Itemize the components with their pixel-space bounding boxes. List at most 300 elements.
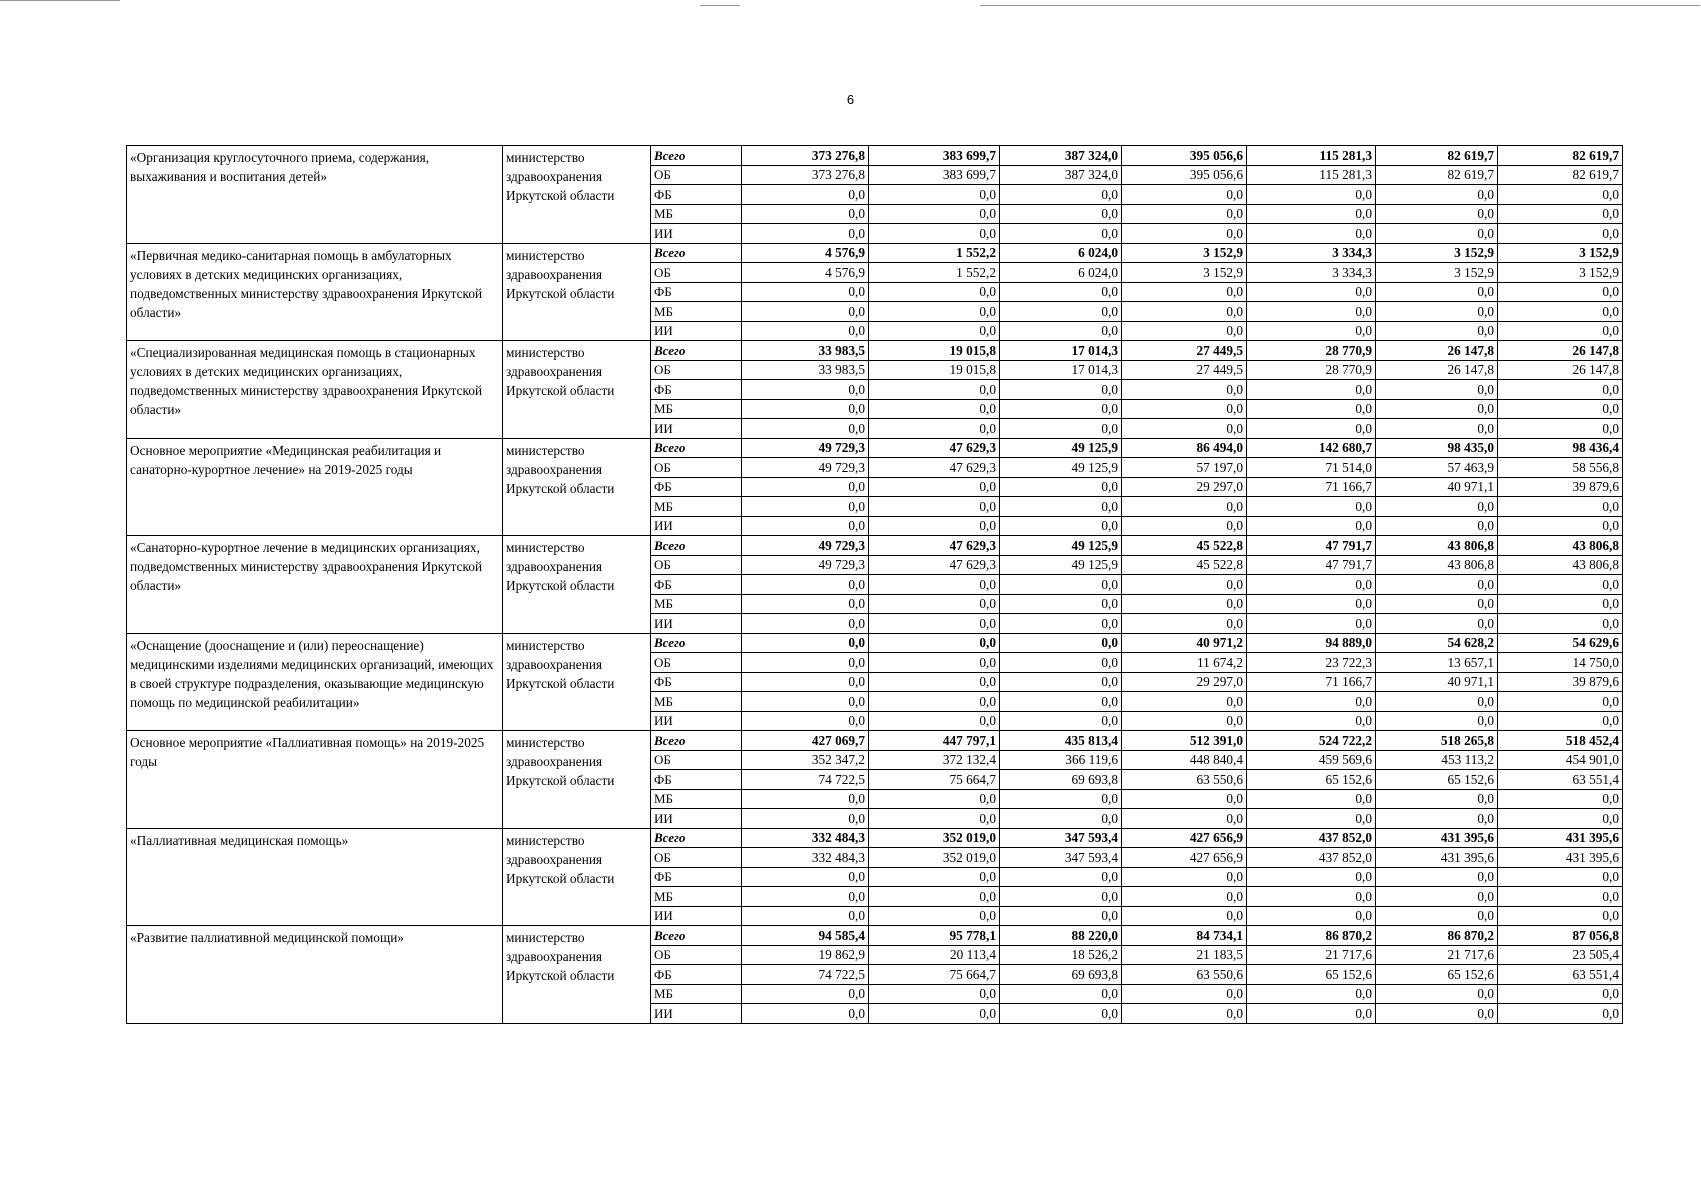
amount-cell: 63 551,4 <box>1498 770 1623 790</box>
amount-cell: 0,0 <box>1498 809 1623 829</box>
amount-cell: 0,0 <box>869 399 1000 419</box>
amount-cell: 47 629,3 <box>869 458 1000 478</box>
amount-cell: 0,0 <box>1247 1004 1376 1024</box>
amount-cell: 0,0 <box>869 711 1000 731</box>
amount-cell: 0,0 <box>1122 321 1247 341</box>
responsible-executor-cell: министерство здравоохранения Иркутской области <box>503 828 651 926</box>
amount-cell: 49 125,9 <box>1000 438 1122 458</box>
amount-cell: 65 152,6 <box>1247 965 1376 985</box>
amount-cell: 0,0 <box>742 204 869 224</box>
amount-cell: 518 265,8 <box>1376 731 1498 751</box>
funding-source-cell: ОБ <box>651 360 742 380</box>
amount-cell: 0,0 <box>1122 399 1247 419</box>
amount-cell: 0,0 <box>1000 204 1122 224</box>
amount-cell: 94 889,0 <box>1247 633 1376 653</box>
amount-cell: 40 971,1 <box>1376 672 1498 692</box>
funding-source-cell: Всего <box>651 926 742 946</box>
amount-cell: 0,0 <box>1000 672 1122 692</box>
funding-source-cell: Всего <box>651 341 742 361</box>
funding-source-cell: ФБ <box>651 965 742 985</box>
funding-source-cell: ИИ <box>651 321 742 341</box>
amount-cell: 437 852,0 <box>1247 848 1376 868</box>
amount-cell: 0,0 <box>1122 204 1247 224</box>
amount-cell: 0,0 <box>742 1004 869 1024</box>
amount-cell: 3 334,3 <box>1247 263 1376 283</box>
funding-source-cell: ОБ <box>651 165 742 185</box>
amount-cell: 0,0 <box>1000 692 1122 712</box>
amount-cell: 49 125,9 <box>1000 458 1122 478</box>
amount-cell: 0,0 <box>742 399 869 419</box>
amount-cell: 448 840,4 <box>1122 750 1247 770</box>
funding-source-cell: ФБ <box>651 575 742 595</box>
table-row <box>127 243 1623 263</box>
funding-source-cell: ИИ <box>651 516 742 536</box>
amount-cell: 0,0 <box>869 653 1000 673</box>
funding-source-cell: МБ <box>651 692 742 712</box>
funding-source-cell: МБ <box>651 204 742 224</box>
amount-cell: 0,0 <box>869 614 1000 634</box>
amount-cell: 332 484,3 <box>742 828 869 848</box>
amount-cell: 11 674,2 <box>1122 653 1247 673</box>
amount-cell: 0,0 <box>869 497 1000 517</box>
amount-cell: 0,0 <box>742 419 869 439</box>
table-body <box>127 146 1623 1024</box>
table-row <box>127 828 1623 848</box>
amount-cell: 0,0 <box>1376 789 1498 809</box>
amount-cell: 0,0 <box>1247 399 1376 419</box>
amount-cell: 431 395,6 <box>1498 828 1623 848</box>
scan-edge-line <box>0 0 120 1</box>
amount-cell: 0,0 <box>742 906 869 926</box>
amount-cell: 26 147,8 <box>1376 360 1498 380</box>
amount-cell: 0,0 <box>1376 594 1498 614</box>
amount-cell: 0,0 <box>1498 419 1623 439</box>
amount-cell: 0,0 <box>1376 711 1498 731</box>
amount-cell: 0,0 <box>1247 516 1376 536</box>
amount-cell: 82 619,7 <box>1376 146 1498 166</box>
amount-cell: 19 015,8 <box>869 341 1000 361</box>
amount-cell: 3 152,9 <box>1376 263 1498 283</box>
amount-cell: 0,0 <box>869 224 1000 244</box>
amount-cell: 0,0 <box>742 185 869 205</box>
amount-cell: 14 750,0 <box>1498 653 1623 673</box>
amount-cell: 0,0 <box>1376 497 1498 517</box>
amount-cell: 0,0 <box>1122 809 1247 829</box>
funding-source-cell: МБ <box>651 887 742 907</box>
amount-cell: 387 324,0 <box>1000 165 1122 185</box>
amount-cell: 0,0 <box>1000 419 1122 439</box>
amount-cell: 0,0 <box>742 477 869 497</box>
amount-cell: 3 152,9 <box>1498 243 1623 263</box>
amount-cell: 0,0 <box>1498 204 1623 224</box>
amount-cell: 0,0 <box>1000 224 1122 244</box>
funding-source-cell: ФБ <box>651 380 742 400</box>
amount-cell: 88 220,0 <box>1000 926 1122 946</box>
amount-cell: 0,0 <box>1000 867 1122 887</box>
amount-cell: 0,0 <box>1498 887 1623 907</box>
amount-cell: 0,0 <box>1498 497 1623 517</box>
amount-cell: 0,0 <box>1000 516 1122 536</box>
amount-cell: 0,0 <box>742 302 869 322</box>
event-name-cell: «Организация круглосуточного приема, содержания, выхаживания и воспитания детей» <box>127 146 503 244</box>
amount-cell: 0,0 <box>1498 185 1623 205</box>
funding-source-cell: Всего <box>651 146 742 166</box>
amount-cell: 0,0 <box>742 282 869 302</box>
amount-cell: 0,0 <box>742 224 869 244</box>
funding-source-cell: ФБ <box>651 282 742 302</box>
amount-cell: 0,0 <box>1122 380 1247 400</box>
amount-cell: 427 656,9 <box>1122 848 1247 868</box>
amount-cell: 0,0 <box>1498 1004 1623 1024</box>
responsible-executor-cell: министерство здравоохранения Иркутской области <box>503 243 651 341</box>
funding-source-cell: МБ <box>651 302 742 322</box>
funding-source-cell: ИИ <box>651 224 742 244</box>
amount-cell: 0,0 <box>1000 614 1122 634</box>
amount-cell: 0,0 <box>1247 906 1376 926</box>
amount-cell: 65 152,6 <box>1376 965 1498 985</box>
amount-cell: 43 806,8 <box>1376 555 1498 575</box>
scan-edge-line <box>980 5 1700 6</box>
amount-cell: 347 593,4 <box>1000 848 1122 868</box>
event-name-cell: «Оснащение (дооснащение и (или) переоснащение) медицинскими изделиями медицинских организаций, имеющих в своей структуре подразделения, оказывающие медицинскую помощь по медицинской реабилитации» <box>127 633 503 731</box>
amount-cell: 387 324,0 <box>1000 146 1122 166</box>
amount-cell: 71 166,7 <box>1247 477 1376 497</box>
amount-cell: 0,0 <box>1247 711 1376 731</box>
funding-source-cell: ИИ <box>651 614 742 634</box>
amount-cell: 0,0 <box>742 633 869 653</box>
funding-source-cell: ОБ <box>651 555 742 575</box>
amount-cell: 74 722,5 <box>742 770 869 790</box>
amount-cell: 0,0 <box>1247 984 1376 1004</box>
amount-cell: 0,0 <box>1376 906 1498 926</box>
amount-cell: 0,0 <box>1247 575 1376 595</box>
amount-cell: 0,0 <box>1498 692 1623 712</box>
amount-cell: 0,0 <box>1376 380 1498 400</box>
amount-cell: 1 552,2 <box>869 243 1000 263</box>
amount-cell: 47 629,3 <box>869 438 1000 458</box>
amount-cell: 352 019,0 <box>869 848 1000 868</box>
funding-source-cell: ФБ <box>651 672 742 692</box>
amount-cell: 0,0 <box>869 984 1000 1004</box>
amount-cell: 49 729,3 <box>742 458 869 478</box>
amount-cell: 21 717,6 <box>1247 945 1376 965</box>
amount-cell: 0,0 <box>869 633 1000 653</box>
funding-source-cell: ОБ <box>651 848 742 868</box>
amount-cell: 518 452,4 <box>1498 731 1623 751</box>
amount-cell: 0,0 <box>1122 185 1247 205</box>
amount-cell: 0,0 <box>1122 789 1247 809</box>
table-row <box>127 926 1623 946</box>
amount-cell: 0,0 <box>869 672 1000 692</box>
amount-cell: 54 628,2 <box>1376 633 1498 653</box>
amount-cell: 82 619,7 <box>1498 165 1623 185</box>
amount-cell: 65 152,6 <box>1247 770 1376 790</box>
amount-cell: 86 870,2 <box>1247 926 1376 946</box>
funding-source-cell: МБ <box>651 594 742 614</box>
amount-cell: 95 778,1 <box>869 926 1000 946</box>
amount-cell: 57 463,9 <box>1376 458 1498 478</box>
amount-cell: 0,0 <box>1000 711 1122 731</box>
amount-cell: 0,0 <box>1376 809 1498 829</box>
amount-cell: 0,0 <box>1000 887 1122 907</box>
amount-cell: 395 056,6 <box>1122 165 1247 185</box>
amount-cell: 0,0 <box>1376 516 1498 536</box>
amount-cell: 23 505,4 <box>1498 945 1623 965</box>
amount-cell: 0,0 <box>1247 594 1376 614</box>
amount-cell: 86 870,2 <box>1376 926 1498 946</box>
amount-cell: 0,0 <box>742 575 869 595</box>
amount-cell: 0,0 <box>869 1004 1000 1024</box>
amount-cell: 0,0 <box>1000 380 1122 400</box>
amount-cell: 0,0 <box>742 867 869 887</box>
amount-cell: 0,0 <box>742 497 869 517</box>
amount-cell: 0,0 <box>1498 575 1623 595</box>
amount-cell: 3 152,9 <box>1122 263 1247 283</box>
amount-cell: 33 983,5 <box>742 360 869 380</box>
amount-cell: 347 593,4 <box>1000 828 1122 848</box>
amount-cell: 0,0 <box>869 302 1000 322</box>
event-name-cell: «Специализированная медицинская помощь в стационарных условиях в детских медицинских организациях, подведомственных министерству здравоохранения Иркутской области» <box>127 341 503 439</box>
amount-cell: 0,0 <box>1247 380 1376 400</box>
amount-cell: 332 484,3 <box>742 848 869 868</box>
amount-cell: 352 347,2 <box>742 750 869 770</box>
amount-cell: 0,0 <box>1376 887 1498 907</box>
amount-cell: 0,0 <box>1247 224 1376 244</box>
event-name-cell: «Санаторно-курортное лечение в медицинских организациях, подведомственных министерству здравоохранения Иркутской области» <box>127 536 503 634</box>
amount-cell: 75 664,7 <box>869 965 1000 985</box>
amount-cell: 0,0 <box>1247 789 1376 809</box>
amount-cell: 0,0 <box>1122 887 1247 907</box>
amount-cell: 0,0 <box>1498 789 1623 809</box>
amount-cell: 0,0 <box>1247 809 1376 829</box>
amount-cell: 0,0 <box>1498 282 1623 302</box>
amount-cell: 0,0 <box>1376 1004 1498 1024</box>
amount-cell: 40 971,1 <box>1376 477 1498 497</box>
amount-cell: 0,0 <box>742 321 869 341</box>
amount-cell: 0,0 <box>869 321 1000 341</box>
amount-cell: 49 125,9 <box>1000 555 1122 575</box>
amount-cell: 63 550,6 <box>1122 770 1247 790</box>
amount-cell: 47 629,3 <box>869 555 1000 575</box>
amount-cell: 0,0 <box>869 809 1000 829</box>
amount-cell: 3 152,9 <box>1498 263 1623 283</box>
amount-cell: 0,0 <box>1247 185 1376 205</box>
amount-cell: 0,0 <box>742 653 869 673</box>
amount-cell: 0,0 <box>1122 711 1247 731</box>
amount-cell: 0,0 <box>1247 204 1376 224</box>
amount-cell: 0,0 <box>1000 633 1122 653</box>
amount-cell: 0,0 <box>1247 497 1376 517</box>
amount-cell: 71 166,7 <box>1247 672 1376 692</box>
amount-cell: 0,0 <box>1498 380 1623 400</box>
amount-cell: 28 770,9 <box>1247 360 1376 380</box>
amount-cell: 27 449,5 <box>1122 360 1247 380</box>
amount-cell: 26 147,8 <box>1498 360 1623 380</box>
amount-cell: 0,0 <box>1376 692 1498 712</box>
amount-cell: 13 657,1 <box>1376 653 1498 673</box>
responsible-executor-cell: министерство здравоохранения Иркутской области <box>503 633 651 731</box>
amount-cell: 431 395,6 <box>1498 848 1623 868</box>
amount-cell: 0,0 <box>1498 614 1623 634</box>
amount-cell: 4 576,9 <box>742 243 869 263</box>
amount-cell: 437 852,0 <box>1247 828 1376 848</box>
amount-cell: 0,0 <box>1000 653 1122 673</box>
amount-cell: 43 806,8 <box>1498 555 1623 575</box>
amount-cell: 49 729,3 <box>742 438 869 458</box>
funding-source-cell: МБ <box>651 497 742 517</box>
amount-cell: 0,0 <box>742 516 869 536</box>
amount-cell: 29 297,0 <box>1122 672 1247 692</box>
amount-cell: 4 576,9 <box>742 263 869 283</box>
amount-cell: 0,0 <box>1498 906 1623 926</box>
amount-cell: 0,0 <box>1376 204 1498 224</box>
amount-cell: 0,0 <box>869 789 1000 809</box>
event-name-cell: «Развитие паллиативной медицинской помощи» <box>127 926 503 1024</box>
amount-cell: 383 699,7 <box>869 146 1000 166</box>
amount-cell: 17 014,3 <box>1000 341 1122 361</box>
amount-cell: 58 556,8 <box>1498 458 1623 478</box>
amount-cell: 395 056,6 <box>1122 146 1247 166</box>
responsible-executor-cell: министерство здравоохранения Иркутской области <box>503 731 651 829</box>
amount-cell: 447 797,1 <box>869 731 1000 751</box>
amount-cell: 74 722,5 <box>742 965 869 985</box>
amount-cell: 0,0 <box>1376 867 1498 887</box>
amount-cell: 0,0 <box>869 594 1000 614</box>
amount-cell: 427 656,9 <box>1122 828 1247 848</box>
funding-source-cell: ОБ <box>651 750 742 770</box>
funding-source-cell: ИИ <box>651 1004 742 1024</box>
funding-source-cell: МБ <box>651 984 742 1004</box>
amount-cell: 0,0 <box>1498 224 1623 244</box>
responsible-executor-cell: министерство здравоохранения Иркутской области <box>503 536 651 634</box>
amount-cell: 0,0 <box>1122 1004 1247 1024</box>
funding-source-cell: Всего <box>651 633 742 653</box>
amount-cell: 49 729,3 <box>742 536 869 556</box>
amount-cell: 366 119,6 <box>1000 750 1122 770</box>
funding-source-cell: ОБ <box>651 945 742 965</box>
amount-cell: 75 664,7 <box>869 770 1000 790</box>
funding-source-cell: МБ <box>651 399 742 419</box>
amount-cell: 459 569,6 <box>1247 750 1376 770</box>
amount-cell: 142 680,7 <box>1247 438 1376 458</box>
amount-cell: 0,0 <box>1122 984 1247 1004</box>
amount-cell: 0,0 <box>1122 614 1247 634</box>
amount-cell: 0,0 <box>742 809 869 829</box>
amount-cell: 49 125,9 <box>1000 536 1122 556</box>
scan-edge-line <box>700 5 740 6</box>
amount-cell: 84 734,1 <box>1122 926 1247 946</box>
table-row <box>127 341 1623 361</box>
amount-cell: 0,0 <box>1122 497 1247 517</box>
amount-cell: 0,0 <box>742 380 869 400</box>
amount-cell: 63 551,4 <box>1498 965 1623 985</box>
amount-cell: 0,0 <box>1247 887 1376 907</box>
funding-source-cell: Всего <box>651 828 742 848</box>
responsible-executor-cell: министерство здравоохранения Иркутской области <box>503 926 651 1024</box>
amount-cell: 0,0 <box>1498 399 1623 419</box>
amount-cell: 65 152,6 <box>1376 770 1498 790</box>
amount-cell: 0,0 <box>742 887 869 907</box>
amount-cell: 0,0 <box>1000 477 1122 497</box>
funding-source-cell: ОБ <box>651 458 742 478</box>
amount-cell: 0,0 <box>1000 984 1122 1004</box>
amount-cell: 435 813,4 <box>1000 731 1122 751</box>
amount-cell: 454 901,0 <box>1498 750 1623 770</box>
amount-cell: 0,0 <box>1376 224 1498 244</box>
amount-cell: 0,0 <box>869 906 1000 926</box>
amount-cell: 19 015,8 <box>869 360 1000 380</box>
amount-cell: 45 522,8 <box>1122 555 1247 575</box>
amount-cell: 431 395,6 <box>1376 848 1498 868</box>
amount-cell: 372 132,4 <box>869 750 1000 770</box>
amount-cell: 47 629,3 <box>869 536 1000 556</box>
amount-cell: 43 806,8 <box>1498 536 1623 556</box>
amount-cell: 0,0 <box>1000 575 1122 595</box>
amount-cell: 6 024,0 <box>1000 243 1122 263</box>
amount-cell: 0,0 <box>1122 906 1247 926</box>
responsible-executor-cell: министерство здравоохранения Иркутской области <box>503 146 651 244</box>
amount-cell: 0,0 <box>1247 321 1376 341</box>
amount-cell: 0,0 <box>742 594 869 614</box>
amount-cell: 0,0 <box>1122 224 1247 244</box>
amount-cell: 0,0 <box>1122 516 1247 536</box>
amount-cell: 94 585,4 <box>742 926 869 946</box>
amount-cell: 524 722,2 <box>1247 731 1376 751</box>
amount-cell: 0,0 <box>1000 809 1122 829</box>
amount-cell: 352 019,0 <box>869 828 1000 848</box>
event-name-cell: Основное мероприятие «Паллиативная помощь» на 2019-2025 годы <box>127 731 503 829</box>
funding-source-cell: ФБ <box>651 185 742 205</box>
amount-cell: 33 983,5 <box>742 341 869 361</box>
amount-cell: 43 806,8 <box>1376 536 1498 556</box>
amount-cell: 0,0 <box>869 380 1000 400</box>
amount-cell: 427 069,7 <box>742 731 869 751</box>
page-number: 6 <box>846 92 855 107</box>
amount-cell: 0,0 <box>1498 321 1623 341</box>
funding-source-cell: Всего <box>651 243 742 263</box>
amount-cell: 0,0 <box>1376 984 1498 1004</box>
amount-cell: 0,0 <box>1122 419 1247 439</box>
amount-cell: 18 526,2 <box>1000 945 1122 965</box>
amount-cell: 98 435,0 <box>1376 438 1498 458</box>
funding-source-cell: ОБ <box>651 263 742 283</box>
amount-cell: 431 395,6 <box>1376 828 1498 848</box>
amount-cell: 0,0 <box>1000 282 1122 302</box>
amount-cell: 87 056,8 <box>1498 926 1623 946</box>
event-name-cell: «Паллиативная медицинская помощь» <box>127 828 503 926</box>
funding-source-cell: ФБ <box>651 867 742 887</box>
amount-cell: 0,0 <box>1122 594 1247 614</box>
amount-cell: 28 770,9 <box>1247 341 1376 361</box>
amount-cell: 0,0 <box>1000 906 1122 926</box>
amount-cell: 21 717,6 <box>1376 945 1498 965</box>
amount-cell: 512 391,0 <box>1122 731 1247 751</box>
table-row <box>127 146 1623 166</box>
amount-cell: 0,0 <box>1247 867 1376 887</box>
amount-cell: 0,0 <box>1122 575 1247 595</box>
amount-cell: 0,0 <box>1498 594 1623 614</box>
amount-cell: 0,0 <box>1498 867 1623 887</box>
funding-source-cell: ИИ <box>651 906 742 926</box>
amount-cell: 0,0 <box>869 692 1000 712</box>
amount-cell: 0,0 <box>1000 185 1122 205</box>
amount-cell: 17 014,3 <box>1000 360 1122 380</box>
amount-cell: 23 722,3 <box>1247 653 1376 673</box>
amount-cell: 47 791,7 <box>1247 536 1376 556</box>
funding-source-cell: ИИ <box>651 419 742 439</box>
amount-cell: 45 522,8 <box>1122 536 1247 556</box>
amount-cell: 0,0 <box>1247 614 1376 634</box>
